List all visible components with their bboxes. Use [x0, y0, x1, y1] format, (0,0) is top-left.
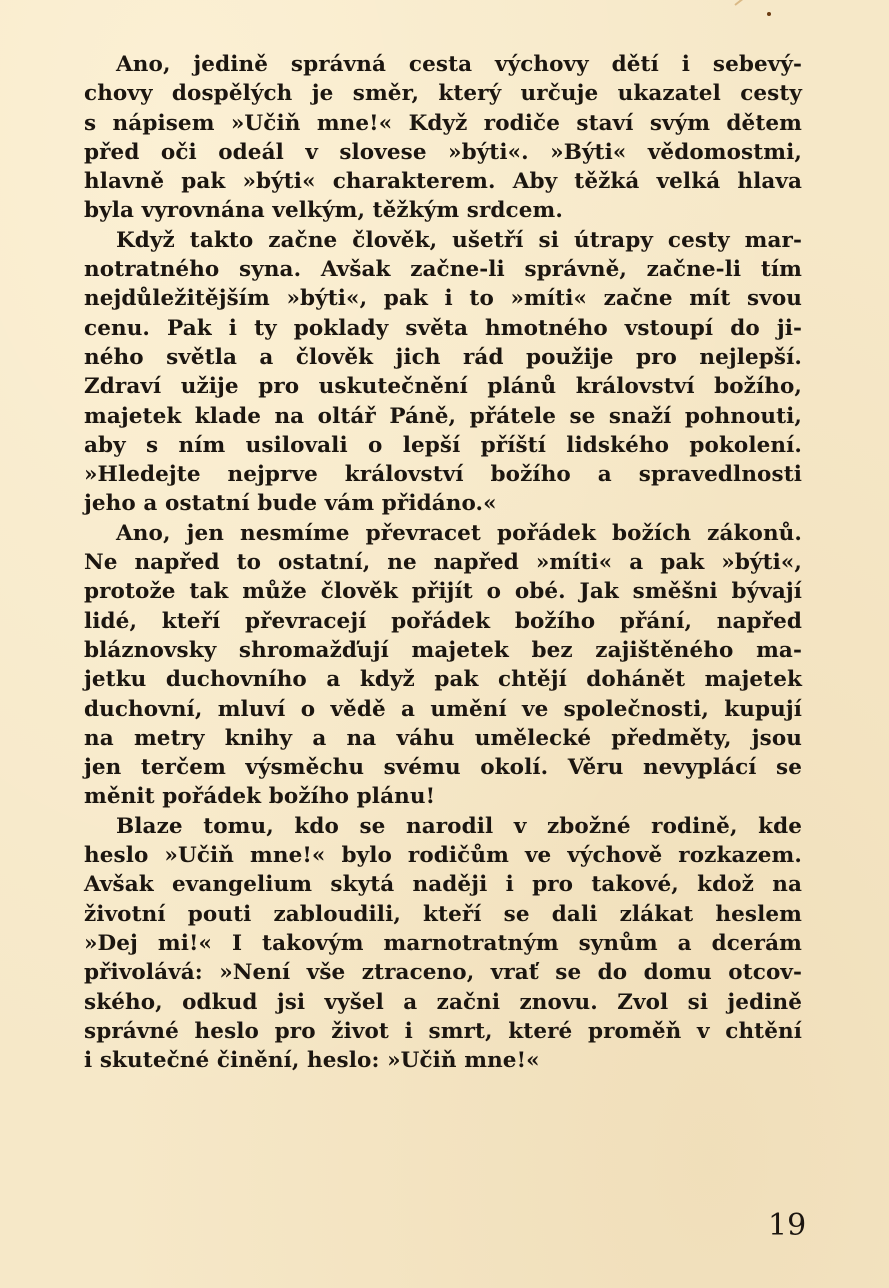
- text-line: Zdraví užije pro uskutečnění plánů království božího,: [84, 374, 802, 400]
- text-line: Ano, jedině správná cesta výchovy dětí i sebevý-: [116, 52, 802, 77]
- text-line: majetek klade na oltář Páně, přátele se snaží pohnouti,: [84, 403, 802, 429]
- text-line: přivolává: »Není vše ztraceno, vrať se do domu otcov-: [84, 960, 802, 986]
- paragraph-3: [84, 519, 802, 812]
- text-line: heslo »Učiň mne!« bylo rodičům ve výchově rozkazem.: [84, 843, 802, 869]
- paragraph-2: [84, 226, 802, 519]
- paragraph-1: [84, 50, 802, 226]
- text-line: jetku duchovního a když pak chtějí dohánět majetek: [84, 667, 802, 693]
- text-line: měnit pořádek božího plánu!: [84, 784, 436, 810]
- text-line: životní pouti zabloudili, kteří se dali zlákat heslem: [84, 901, 802, 927]
- paper-stain: [734, 0, 779, 6]
- text-line: chovy dospělých je směr, který určuje ukazatel cesty: [84, 81, 802, 107]
- text-line: cenu. Pak i ty poklady světa hmotného vstoupí do ji-: [84, 315, 802, 341]
- paragraph-4: [84, 812, 802, 1076]
- text-line: s nápisem »Učiň mne!« Když rodiče staví svým dětem: [84, 110, 802, 136]
- text-line: před oči odeál v slovese »býti«. »Býti« vědomostmi,: [84, 139, 802, 165]
- text-line: jen terčem výsměchu svému okolí. Věru nevyplácí se: [84, 755, 802, 781]
- page-body: [84, 50, 802, 1075]
- text-line: »Hledejte nejprve království božího a spravedlnosti: [84, 462, 802, 488]
- page-number: 19: [768, 1208, 807, 1243]
- text-line: hlavně pak »býti« charakterem. Aby těžká velká hlava: [84, 169, 802, 195]
- text-line: protože tak může člověk přijít o obé. Jak směšni bývají: [84, 579, 802, 605]
- paper-stain-dot: [767, 12, 771, 16]
- text-line: Ano, jen nesmíme převracet pořádek božích zákonů.: [116, 520, 802, 546]
- text-line: správné heslo pro život i smrt, které proměň v chtění: [84, 1018, 802, 1044]
- text-line: na metry knihy a na váhu umělecké předměty, jsou: [84, 725, 802, 751]
- text-line: lidé, kteří převracejí pořádek božího přání, napřed: [84, 608, 802, 634]
- text-line: Avšak evangelium skytá naději i pro takové, kdož na: [84, 872, 802, 898]
- text-line: aby s ním usilovali o lepší příští lidského pokolení.: [84, 432, 802, 458]
- text-line: »Dej mi!« I takovým marnotratným synům a dcerám: [84, 930, 802, 956]
- text-line: ného světla a člověk jich rád použije pro nejlepší.: [84, 344, 802, 370]
- text-line: bláznovsky shromažďují majetek bez zajištěného ma-: [84, 637, 802, 663]
- text-line: Blaze tomu, kdo se narodil v zbožné rodině, kde: [116, 813, 802, 839]
- text-line: jeho a ostatní bude vám přidáno.«: [84, 491, 497, 517]
- text-line: i skutečné činění, heslo: »Učiň mne!«: [84, 1048, 540, 1074]
- text-line: byla vyrovnána velkým, těžkým srdcem.: [84, 198, 563, 224]
- text-line: ského, odkud jsi vyšel a začni znovu. Zvol si jedině: [84, 989, 802, 1015]
- text-line: Ne napřed to ostatní, ne napřed »míti« a pak »býti«,: [84, 550, 802, 576]
- text-line: notratného syna. Avšak začne-li správně, začne-li tím: [84, 257, 802, 283]
- text-line: nejdůležitějším »býti«, pak i to »míti« začne mít svou: [84, 286, 802, 312]
- text-line: Když takto začne člověk, ušetří si útrapy cesty mar-: [116, 227, 802, 253]
- text-line: duchovní, mluví o vědě a umění ve společnosti, kupují: [84, 696, 802, 722]
